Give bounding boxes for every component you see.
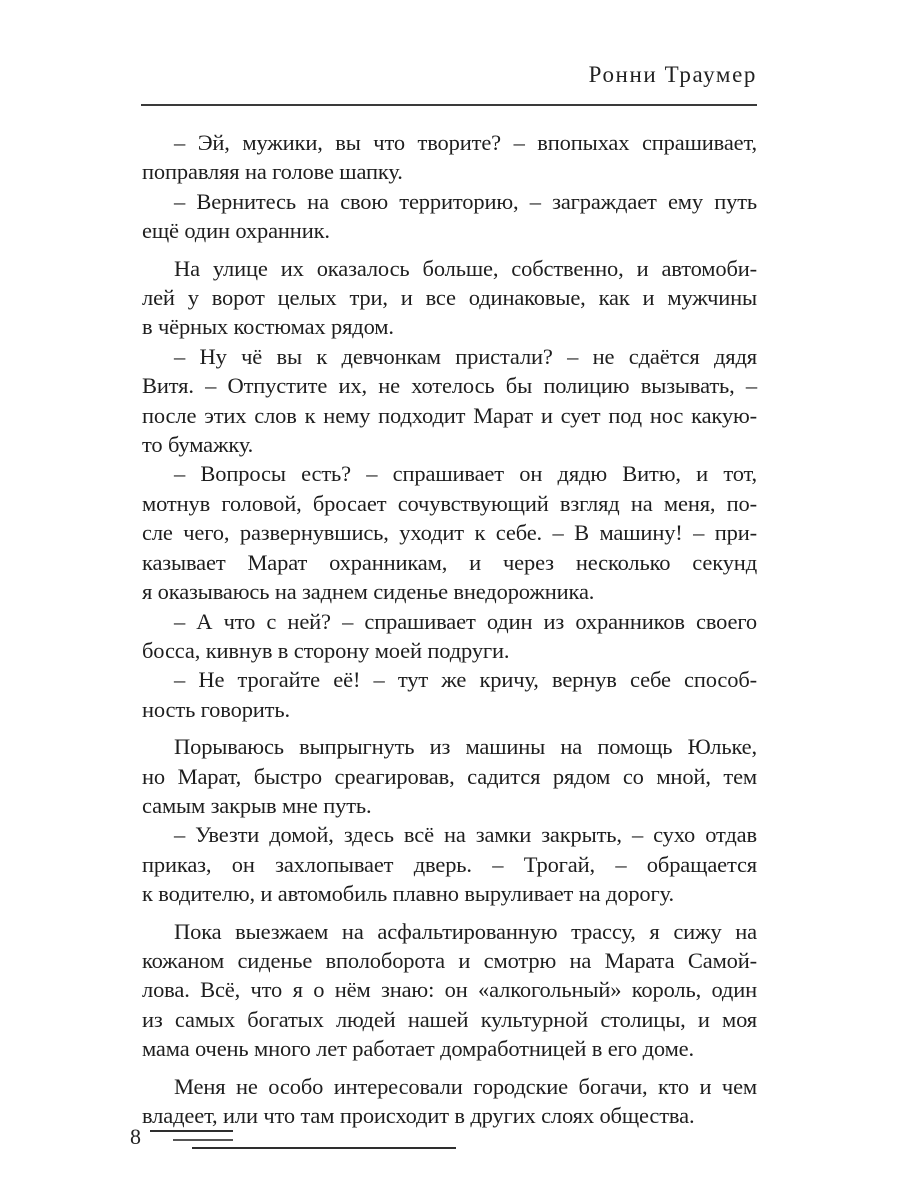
text-line: лова. Всё, что я о нём знаю: он «алкогольный» король, один	[142, 977, 757, 1003]
text-line: – Увезти домой, здесь всё на замки закрыть, – сухо отдав	[174, 822, 757, 848]
text-line: – Не трогайте её! – тут же кричу, вернув себе способ-	[174, 667, 757, 693]
text-line: то бумажку.	[142, 432, 254, 458]
paragraph	[142, 917, 757, 1064]
paragraph	[142, 254, 757, 342]
text-line: в чёрных костюмах рядом.	[142, 314, 394, 340]
text-line: мама очень много лет работает домработницей в его доме.	[142, 1036, 694, 1062]
text-line: я оказываюсь на заднем сиденье внедорожника.	[142, 579, 595, 605]
text-line: ещё один охранник.	[142, 218, 330, 244]
text-line: – А что с ней? – спрашивает один из охранников своего	[174, 608, 757, 634]
paragraph	[142, 820, 757, 908]
text-line: мотнув головой, бросает сочувствующий взгляд на меня, по-	[142, 490, 757, 516]
text-line: кожаном сиденье вполоборота и смотрю на Марата Самой-	[142, 947, 757, 973]
paragraph	[142, 732, 757, 820]
text-line: босса, кивнув в сторону моей подруги.	[142, 637, 510, 663]
paragraph	[142, 128, 757, 187]
text-line: – Вернитесь на свою территорию, – заграждает ему путь	[174, 188, 757, 214]
paragraph	[142, 459, 757, 606]
text-line: Меня не особо интересовали городские богачи, кто и чем	[174, 1073, 757, 1099]
text-line: но Марат, быстро среагировав, садится рядом со мной, тем	[142, 763, 757, 789]
text-line: сле чего, развернувшись, уходит к себе. – В машину! – при-	[142, 520, 757, 546]
text-line: – Эй, мужики, вы что творите? – впопыхах спрашивает,	[174, 130, 757, 155]
running-head-author: Ронни Траумер	[588, 62, 757, 87]
text-line: из самых богатых людей нашей культурной столицы, и моя	[142, 1006, 757, 1032]
text-line: казывает Марат охранникам, и через несколько секунд	[142, 549, 757, 575]
text-line: – Ну чё вы к девчонкам пристали? – не сдаётся дядя	[174, 343, 757, 369]
body-text	[142, 128, 757, 1130]
text-line: Порываюсь выпрыгнуть из машины на помощь Юльке,	[174, 734, 757, 760]
paragraph	[142, 665, 757, 724]
page-number: 8	[130, 1124, 141, 1149]
paragraph	[142, 187, 757, 246]
text-line: Витя. – Отпустите их, не хотелось бы полицию вызывать, –	[142, 373, 757, 399]
footer-rule-bottom	[192, 1147, 456, 1149]
text-line: владеет, или что там происходит в других слоях общества.	[142, 1103, 695, 1128]
text-line: – Вопросы есть? – спрашивает он дядю Витю, и тот,	[174, 461, 757, 487]
footer-rule-middle	[173, 1139, 233, 1141]
text-line: самым закрыв мне путь.	[142, 792, 372, 818]
paragraph	[142, 342, 757, 460]
header-rule	[141, 104, 757, 106]
footer-rule-top	[150, 1130, 233, 1132]
text-line: На улице их оказалось больше, собственно, и автомоби-	[174, 255, 757, 281]
text-line: поправляя на голове шапку.	[142, 159, 403, 185]
text-line: к водителю, и автомобиль плавно выруливает на дорогу.	[142, 881, 674, 907]
text-line: после этих слов к нему подходит Марат и сует под нос какую-	[142, 402, 757, 428]
text-line: приказ, он захлопывает дверь. – Трогай, – обращается	[142, 851, 757, 877]
text-line: ность говорить.	[142, 696, 290, 722]
paragraph	[142, 1072, 757, 1131]
text-line: лей у ворот целых три, и все одинаковые, как и мужчины	[142, 285, 757, 311]
paragraph	[142, 607, 757, 666]
text-line: Пока выезжаем на асфальтированную трассу, я сижу на	[174, 918, 757, 944]
